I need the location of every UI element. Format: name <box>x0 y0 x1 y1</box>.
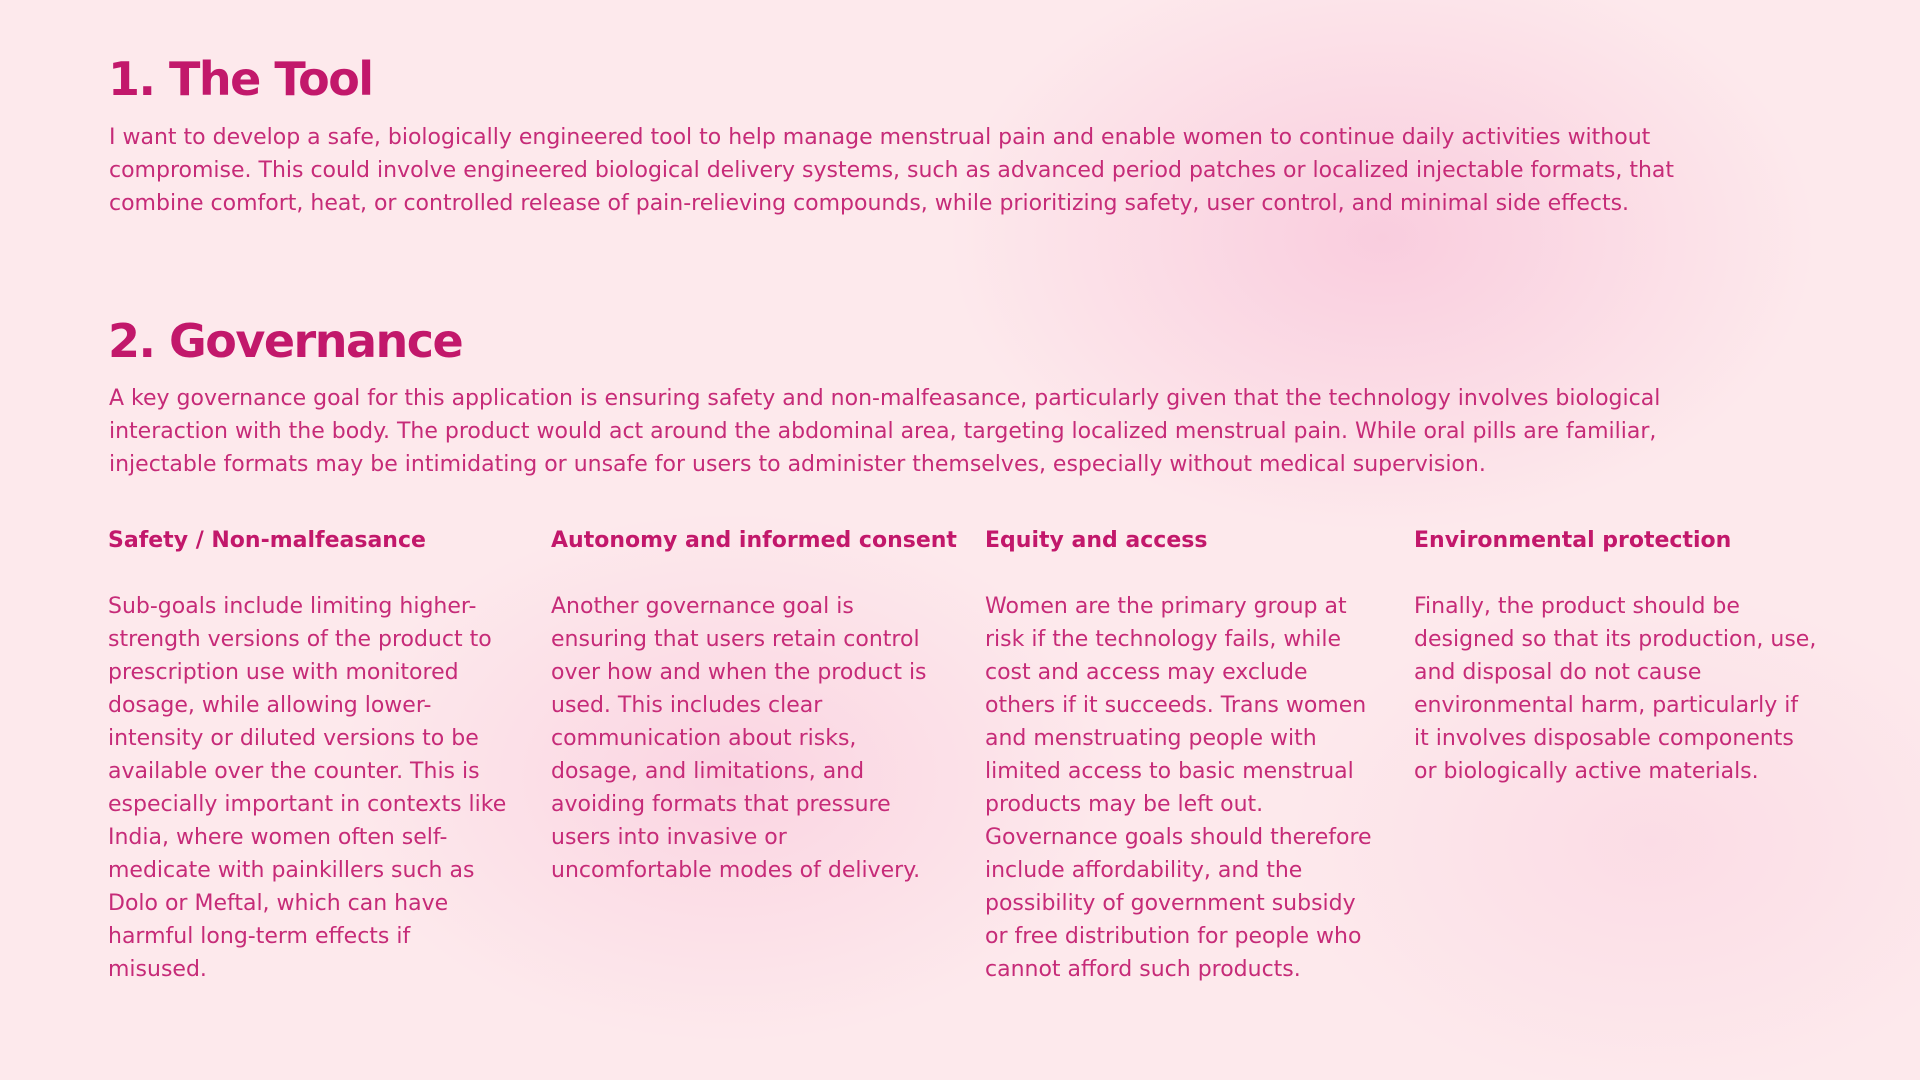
column-heading-autonomy: Autonomy and informed consent <box>551 528 957 553</box>
section-title-governance: 2. Governance <box>108 314 463 368</box>
column-body-environment: Finally, the product should be designed so that its production, use, and disposal do not cause environmental harm, particularly if it involves disposable components or biologically active materials. <box>1414 594 1817 784</box>
column-heading-equity: Equity and access <box>985 528 1208 553</box>
column-body-safety: Sub-goals include limiting higher-strength versions of the product to prescription use with monitored dosage, while allowing lower-intensity or diluted versions to be available over the counter. This is especially important in contexts like India, where women often self-medicate with painkillers such as Dolo or Meftal, which can have harmful long-term effects if misused. <box>108 594 507 982</box>
column-heading-safety: Safety / Non-malfeasance <box>108 528 426 553</box>
column-equity <box>985 524 1380 986</box>
governance-description: A key governance goal for this application is ensuring safety and non-malfeasance, particularly given that the technology involves biological interaction with the body. The product would act around the abdominal area, targeting localized menstrual pain. While oral pills are familiar, injectable formats may be intimidating or unsafe for users to administer themselves, especially without medical supervision. <box>109 386 1661 477</box>
tool-description: I want to develop a safe, biologically engineered tool to help manage menstrual pain and enable women to continue daily activities without compromise. This could involve engineered biological delivery systems, such as advanced period patches or localized injectable formats, that combine comfort, heat, or controlled release of pain-relieving compounds, while prioritizing safety, user control, and minimal side effects. <box>109 125 1675 216</box>
column-body-equity: Women are the primary group at risk if the technology fails, while cost and access may exclude others if it succeeds. Trans women and menstruating people with limited access to basic menstrual products may be left out. Governance goals should therefore include affordability, and the possibility of government subsidy or free distribution for people who cannot afford such products. <box>985 594 1372 982</box>
section-title-tool: 1. The Tool <box>108 52 373 106</box>
column-safety <box>108 524 508 986</box>
governance-columns <box>108 524 1828 1044</box>
column-environment <box>1414 524 1819 788</box>
column-autonomy <box>551 524 957 887</box>
column-heading-environment: Environmental protection <box>1414 528 1732 553</box>
column-body-autonomy: Another governance goal is ensuring that users retain control over how and when the product is used. This includes clear communication about risks, dosage, and limitations, and avoiding formats that pressure users into invasive or uncomfortable modes of delivery. <box>551 594 927 883</box>
